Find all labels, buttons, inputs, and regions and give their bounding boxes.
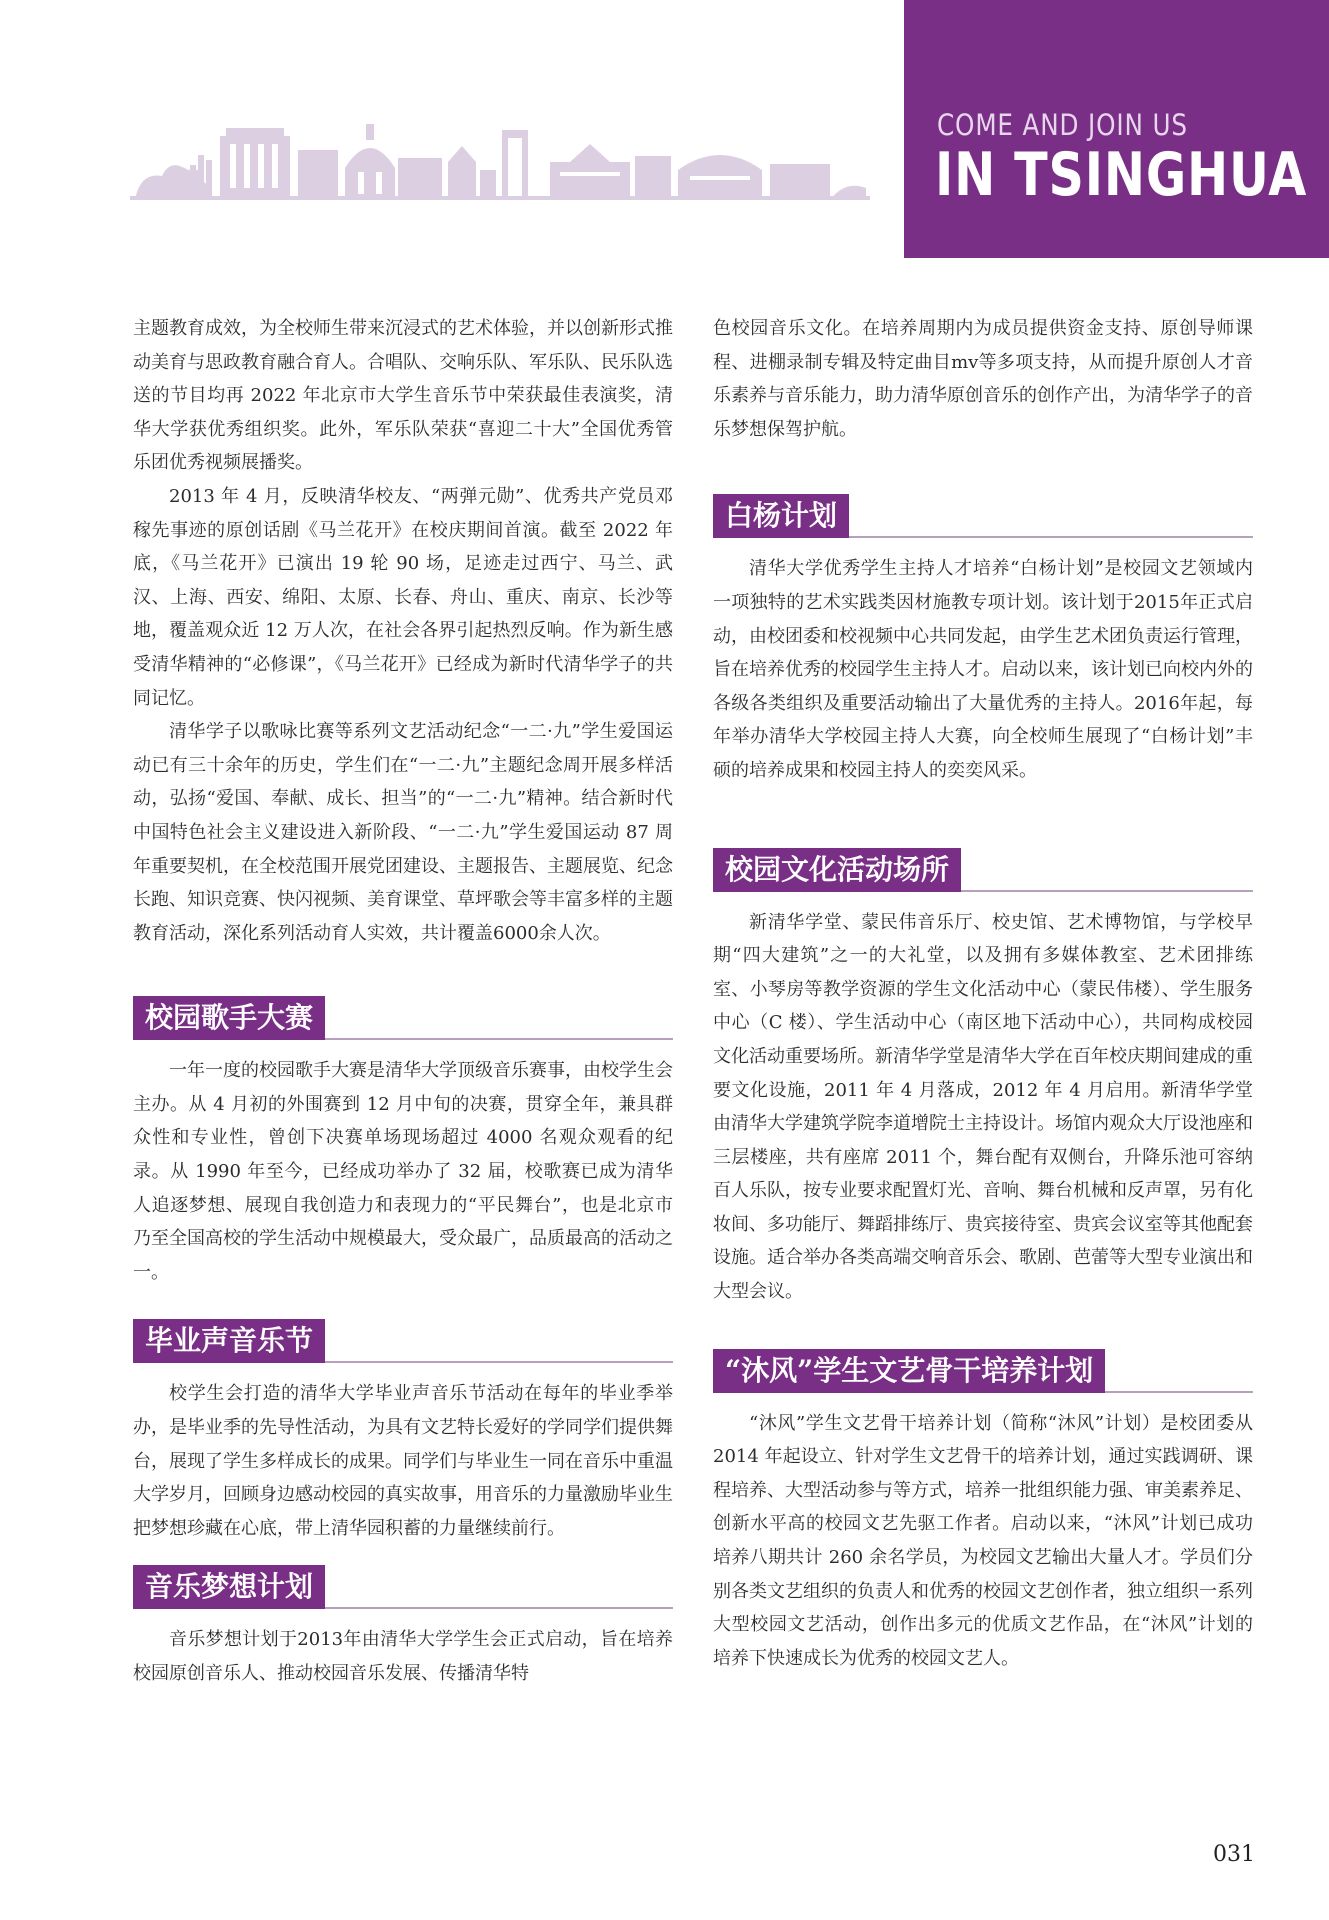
section-heading-baiyang-plan — [713, 494, 1253, 538]
section-heading-music-dream — [133, 1565, 673, 1609]
campus-skyline-illustration — [130, 110, 870, 200]
page-number: 031 — [1213, 1842, 1255, 1867]
paragraph: 清华大学优秀学生主持人才培养“白杨计划”是校园文艺领域内一项独特的艺术实践类因材施教专项计划。该计划于2015年正式启动，由校团委和校视频中心共同发起，由学生艺术团负责运行管理，旨在培养优秀的校园学生主持人才。启动以来，该计划已向校内外的各级各类组织及重要活动输出了大量优秀的主持人。2016年起，每年举办清华大学校园主持人大赛，向全校师生展现了“白杨计划”丰硕的培养成果和校园主持人的奕奕风采。 — [713, 558, 1253, 781]
section-title: “沐风”学生文艺骨干培养计划 — [713, 1349, 1105, 1393]
section-rule — [325, 1607, 673, 1609]
paragraph: 主题教育成效，为全校师生带来沉浸式的艺术体验，并以创新形式推动美育与思政教育融合育人。合唱队、交响乐队、军乐队、民乐队选送的节目均再 2022 年北京市大学生音乐节中荣获最佳表演奖，清华大学获优秀组织奖。此外，军乐队荣获“喜迎二十大”全国优秀管乐团优秀视频展播奖。 — [133, 318, 673, 474]
paragraph: 色校园音乐文化。在培养周期内为成员提供资金支持、原创导师课程、进棚录制专辑及特定曲目mv等多项支持，从而提升原创人才音乐素养与音乐能力，助力清华原创音乐的创作产出，为清华学子的音乐梦想保驾护航。 — [713, 318, 1253, 440]
banner-title: IN TSINGHUA — [935, 140, 1308, 210]
paragraph: 2013 年 4 月，反映清华校友、“两弹元勋”、优秀共产党员邓稼先事迹的原创话剧《马兰花开》在校庆期间首演。截至 2022 年底，《马兰花开》已演出 19 轮 90 场，足迹走过西宁、马兰、武汉、上海、西安、绵阳、太原、长春、舟山、重庆、南京、长沙等地，覆盖观众近 12 万人次，在社会各界引起热烈反响。作为新生感受清华精神的“必修课”，《马兰花开》已经成为新时代清华学子的共同记忆。 — [133, 485, 673, 709]
paragraph: 音乐梦想计划于2013年由清华大学学生会正式启动，旨在培养校园原创音乐人、推动校园音乐发展、传播清华特 — [133, 1629, 673, 1684]
paragraph: 校学生会打造的清华大学毕业声音乐节活动在每年的毕业季举办，是毕业季的先导性活动，为具有文艺特长爱好的学同学们提供舞台，展现了学生多样成长的成果。同学们与毕业生一同在音乐中重温大学岁月，回顾身边感动校园的真实故事，用音乐的力量激励毕业生把梦想珍藏在心底，带上清华园积蓄的力量继续前行。 — [133, 1383, 673, 1539]
section-title: 校园文化活动场所 — [713, 848, 961, 892]
section-heading-graduation-festival — [133, 1319, 673, 1363]
paragraph: 新清华学堂、蒙民伟音乐厅、校史馆、艺术博物馆，与学校早期“四大建筑”之一的大礼堂，以及拥有多媒体教室、艺术团排练室、小琴房等教学资源的学生文化活动中心（蒙民伟楼）、学生服务中心（C 楼）、学生活动中心（南区地下活动中心），共同构成校园文化活动重要场所。新清华学堂是清华大学在百年校庆期间建成的重要文化设施，2011 年 4 月落成，2012 年 4 月启用。新清华学堂由清华大学建筑学院李道增院士主持设计。场馆内观众大厅设池座和三层楼座，共有座席 2011 个，舞台配有双侧台，升降乐池可容纳百人乐队，按专业要求配置灯光、音响、舞台机械和反声罩，另有化妆间、多功能厅、舞蹈排练厅、贵宾接待室、贵宾会议室等其他配套设施。适合举办各类高端交响音乐会、歌剧、芭蕾等大型专业演出和大型会议。 — [713, 911, 1253, 1303]
section-title: 校园歌手大赛 — [133, 996, 325, 1040]
section-heading-cultural-venues — [713, 848, 1253, 892]
section-title: 音乐梦想计划 — [133, 1565, 325, 1609]
section-heading-campus-singer — [133, 996, 673, 1040]
section-heading-mufeng-plan — [713, 1349, 1253, 1393]
paragraph: “沐风”学生文艺骨干培养计划（简称“沐风”计划）是校团委从 2014 年起设立、针对学生文艺骨干的培养计划，通过实践调研、课程培养、大型活动参与等方式，培养一批组织能力强、审美素养足、创新水平高的校园文艺先驱工作者。启动以来，“沐风”计划已成功培养八期共计 260 余名学员，为校园文艺输出大量人才。学员们分别各类文艺组织的负责人和优秀的校园文艺创作者，独立组织一系列大型校园文艺活动，创作出多元的优质文艺作品，在“沐风”计划的培养下快速成长为优秀的校园文艺人。 — [713, 1412, 1253, 1669]
section-rule — [1105, 1391, 1253, 1393]
section-rule — [325, 1361, 673, 1363]
header-banner — [904, 0, 1329, 258]
left-column — [133, 312, 673, 1691]
section-rule — [849, 536, 1253, 538]
section-title: 毕业声音乐节 — [133, 1319, 325, 1363]
section-rule — [961, 890, 1253, 892]
section-title: 白杨计划 — [713, 494, 849, 538]
banner-subtitle: COME AND JOIN US — [937, 108, 1188, 142]
right-column — [713, 312, 1253, 1675]
section-rule — [325, 1038, 673, 1040]
paragraph: 一年一度的校园歌手大赛是清华大学顶级音乐赛事，由校学生会主办。从 4 月初的外围赛到 12 月中旬的决赛，贯穿全年，兼具群众性和专业性，曾创下决赛单场现场超过 4000 名观众观看的纪录。从 1990 年至今，已经成功举办了 32 届，校歌赛已成为清华人追逐梦想、展现自我创造力和表现力的“平民舞台”，也是北京市乃至全国高校的学生活动中规模最大，受众最广，品质最高的活动之一。 — [133, 1060, 673, 1283]
paragraph: 清华学子以歌咏比赛等系列文艺活动纪念“一二·九”学生爱国运动已有三十余年的历史，学生们在“一二·九”主题纪念周开展多样活动，弘扬“爱国、奉献、成长、担当”的“一二·九”精神。结合新时代中国特色社会主义建设进入新阶段、“一二·九”学生爱国运动 87 周年重要契机，在全校范围开展党团建设、主题报告、主题展览、纪念长跑、知识竞赛、快闪视频、美育课堂、草坪歌会等丰富多样的主题教育活动，深化系列活动育人实效，共计覆盖6000余人次。 — [133, 721, 673, 944]
